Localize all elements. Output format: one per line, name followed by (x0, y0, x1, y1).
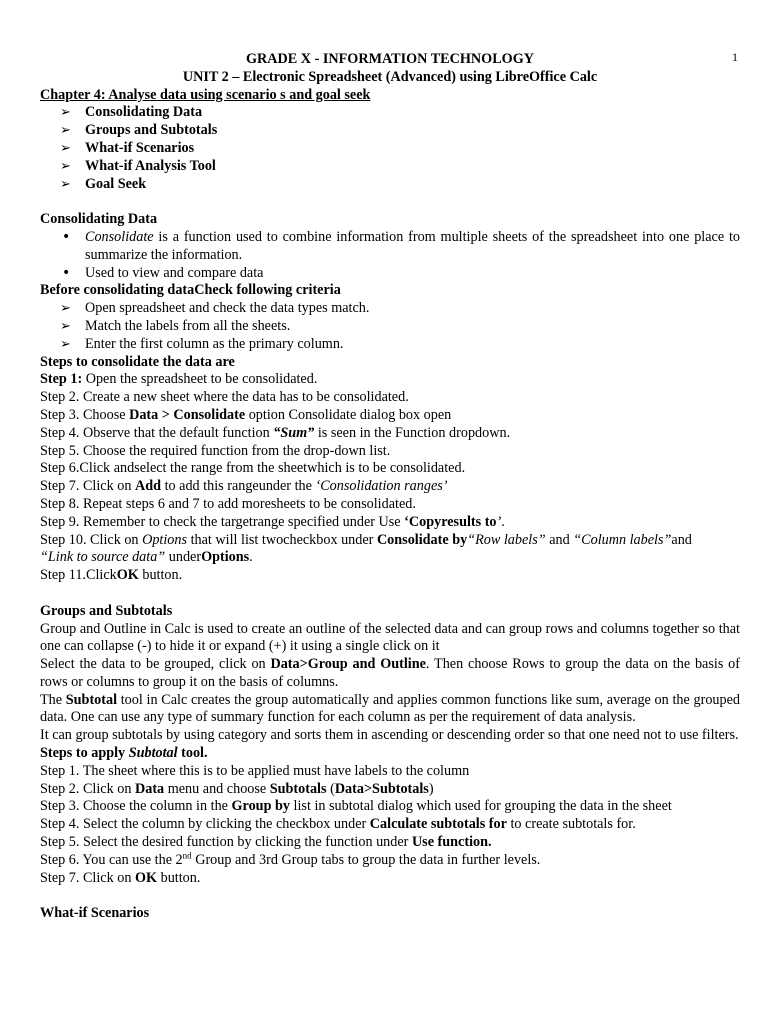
text: Use function. (411, 834, 492, 851)
text: ) (428, 780, 434, 797)
step-line (40, 478, 740, 496)
text: “Row labels” (467, 531, 546, 548)
text: tool in Calc creates the group automatically and applies common functions like sum, average on the grouped data. One can use any type of summary function for each column as per the requirement of data analysis. (40, 691, 740, 726)
doc-title: GRADE X - INFORMATION TECHNOLOGY (246, 51, 534, 67)
text: and (671, 531, 692, 548)
text: and (545, 531, 574, 548)
term: Consolidate (85, 228, 154, 245)
text: . (501, 513, 505, 530)
paragraph (40, 692, 740, 728)
step-line: Step 8. Repeat steps 6 and 7 to add moresheets to be consolidated. (40, 495, 416, 512)
section-heading-groups: Groups and Subtotals (40, 602, 173, 619)
topic-list (40, 104, 740, 193)
doc-subtitle: UNIT 2 – Electronic Spreadsheet (Advanced) using LibreOffice Calc (182, 68, 598, 85)
list-item (40, 229, 740, 265)
text: Step 9. Remember to check the targetrange specified under Use (40, 513, 405, 530)
text: Step 11.Click (40, 567, 117, 584)
superscript: nd (182, 850, 192, 861)
step-line (40, 852, 740, 870)
text: Subtotals (269, 780, 327, 797)
step-line (40, 798, 740, 816)
step-line (40, 834, 740, 852)
text: Group and 3rd Group tabs to group the data in further levels. (191, 851, 541, 868)
text: . (249, 549, 253, 566)
text: Data>Group and Outline (270, 656, 426, 673)
step-line (40, 532, 740, 568)
text: is a function used to combine information from multiple sheets of the spreadsheet into one place to summarize the information. (85, 228, 740, 263)
text: Add (134, 478, 162, 495)
topic-item: ➢ Consolidating Data (40, 104, 740, 122)
text: list in subtotal dialog which used for grouping the data in the sheet (290, 798, 672, 815)
step-line (40, 567, 740, 585)
text: option Consolidate dialog box open (245, 406, 452, 423)
step-line: Step 1. The sheet where this is to be applied must have labels to the column (40, 762, 470, 779)
step-line (40, 870, 740, 888)
subtotal-steps-heading (40, 745, 740, 763)
text: . Then choose Rows to group the data on the basis of rows or columns to group it on the basis of columns. (40, 656, 740, 690)
list-item: ➢ Open spreadsheet and check the data types match. (40, 300, 740, 318)
text: button. (157, 869, 201, 886)
list-item: ➢ Enter the first column as the primary column. (40, 336, 740, 354)
topic-item: ➢ Groups and Subtotals (40, 122, 740, 140)
section-heading-consolidating: Consolidating Data (40, 211, 158, 228)
text: Consolidate by (376, 531, 468, 548)
section-heading-whatif: What-if Scenarios (40, 905, 150, 922)
text: menu and choose (164, 780, 270, 797)
text: Subtotal (65, 691, 118, 708)
text: Step 4. Select the column by clicking the checkbox under (40, 816, 370, 833)
document-body (40, 51, 740, 923)
criteria-heading: Before consolidating dataCheck following criteria (40, 282, 341, 299)
text: Step 2. Click on (40, 780, 135, 797)
text: Step 3. Choose the column in the (40, 798, 232, 815)
text: button. (138, 567, 183, 584)
list-item: • Used to view and compare data (40, 265, 740, 283)
text: Step 5. Select the desired function by clicking the function under (40, 834, 412, 851)
text: Step 4. Observe that the default function (40, 424, 274, 441)
text: Step 10. Click on (40, 531, 143, 548)
steps-heading: Steps to consolidate the data are (40, 353, 235, 370)
text: to create subtotals for. (506, 816, 636, 833)
step-line (40, 407, 740, 425)
text: Step 7. Click on (40, 869, 135, 886)
step-line (40, 816, 740, 834)
text: ‘Copyresults to (404, 513, 497, 530)
step-line (40, 514, 740, 532)
text: “Link to source data” (40, 549, 166, 566)
text: Steps to apply (40, 745, 129, 762)
chapter-heading: Chapter 4: Analyse data using scenario s and goal seek (40, 86, 371, 103)
text: Step 7. Click on (40, 478, 135, 495)
consolidate-bullets (40, 229, 740, 282)
text: is seen in the Function dropdown. (314, 424, 511, 441)
step-line (40, 781, 740, 799)
text: Step 3. Choose (40, 406, 130, 423)
text: OK (116, 567, 139, 584)
paragraph (40, 656, 740, 692)
text: Calculate subtotals for (369, 816, 507, 833)
paragraph: Group and Outline in Calc is used to create an outline of the selected data and can group rows and columns together so that one can collapse (-) to hide it or expand (+) it using a single click on it (40, 620, 740, 655)
text: “Column labels” (573, 531, 672, 548)
text: Data>Subtotals (334, 780, 429, 797)
topic-item: ➢ What-if Scenarios (40, 140, 740, 158)
text: tool. (177, 745, 208, 762)
list-item: ➢ Match the labels from all the sheets. (40, 318, 740, 336)
page-number: 1 (732, 50, 738, 64)
criteria-list (40, 300, 740, 353)
text: Open the spreadsheet to be consolidated. (82, 371, 318, 388)
text: ( (326, 780, 335, 797)
text: Data (134, 780, 165, 797)
step-line (40, 425, 740, 443)
text: Data > Consolidate (129, 406, 246, 423)
step-line: Step 6.Click andselect the range from the sheetwhich is to be consolidated. (40, 460, 466, 477)
text: Select the data to be grouped, click on (40, 656, 271, 673)
text: “Sum” (273, 424, 315, 441)
text: ’ (496, 513, 502, 530)
step-line: Step 2. Create a new sheet where the data has to be consolidated. (40, 389, 409, 406)
text: OK (134, 869, 158, 886)
text: that will list twocheckbox under (187, 531, 377, 548)
text: Options (201, 549, 250, 566)
text: to add this rangeunder the (161, 478, 316, 495)
text: The (40, 691, 66, 708)
topic-item: ➢ Goal Seek (40, 176, 740, 194)
paragraph: It can group subtotals by using category and sorts them in ascending or descending order so that one need not to use filters. (40, 727, 739, 744)
text: Options (142, 531, 188, 548)
topic-item: ➢ What-if Analysis Tool (40, 158, 740, 176)
step-line: Step 5. Choose the required function from the drop-down list. (40, 442, 391, 459)
step-label: Step 1: (40, 371, 83, 388)
text: Step 6. You can use the 2 (40, 851, 183, 868)
text: Group by (231, 798, 290, 815)
text: Subtotal (128, 745, 178, 762)
step-line (40, 371, 740, 389)
text: under (165, 549, 202, 566)
text: ‘Consolidation ranges’ (315, 478, 448, 495)
